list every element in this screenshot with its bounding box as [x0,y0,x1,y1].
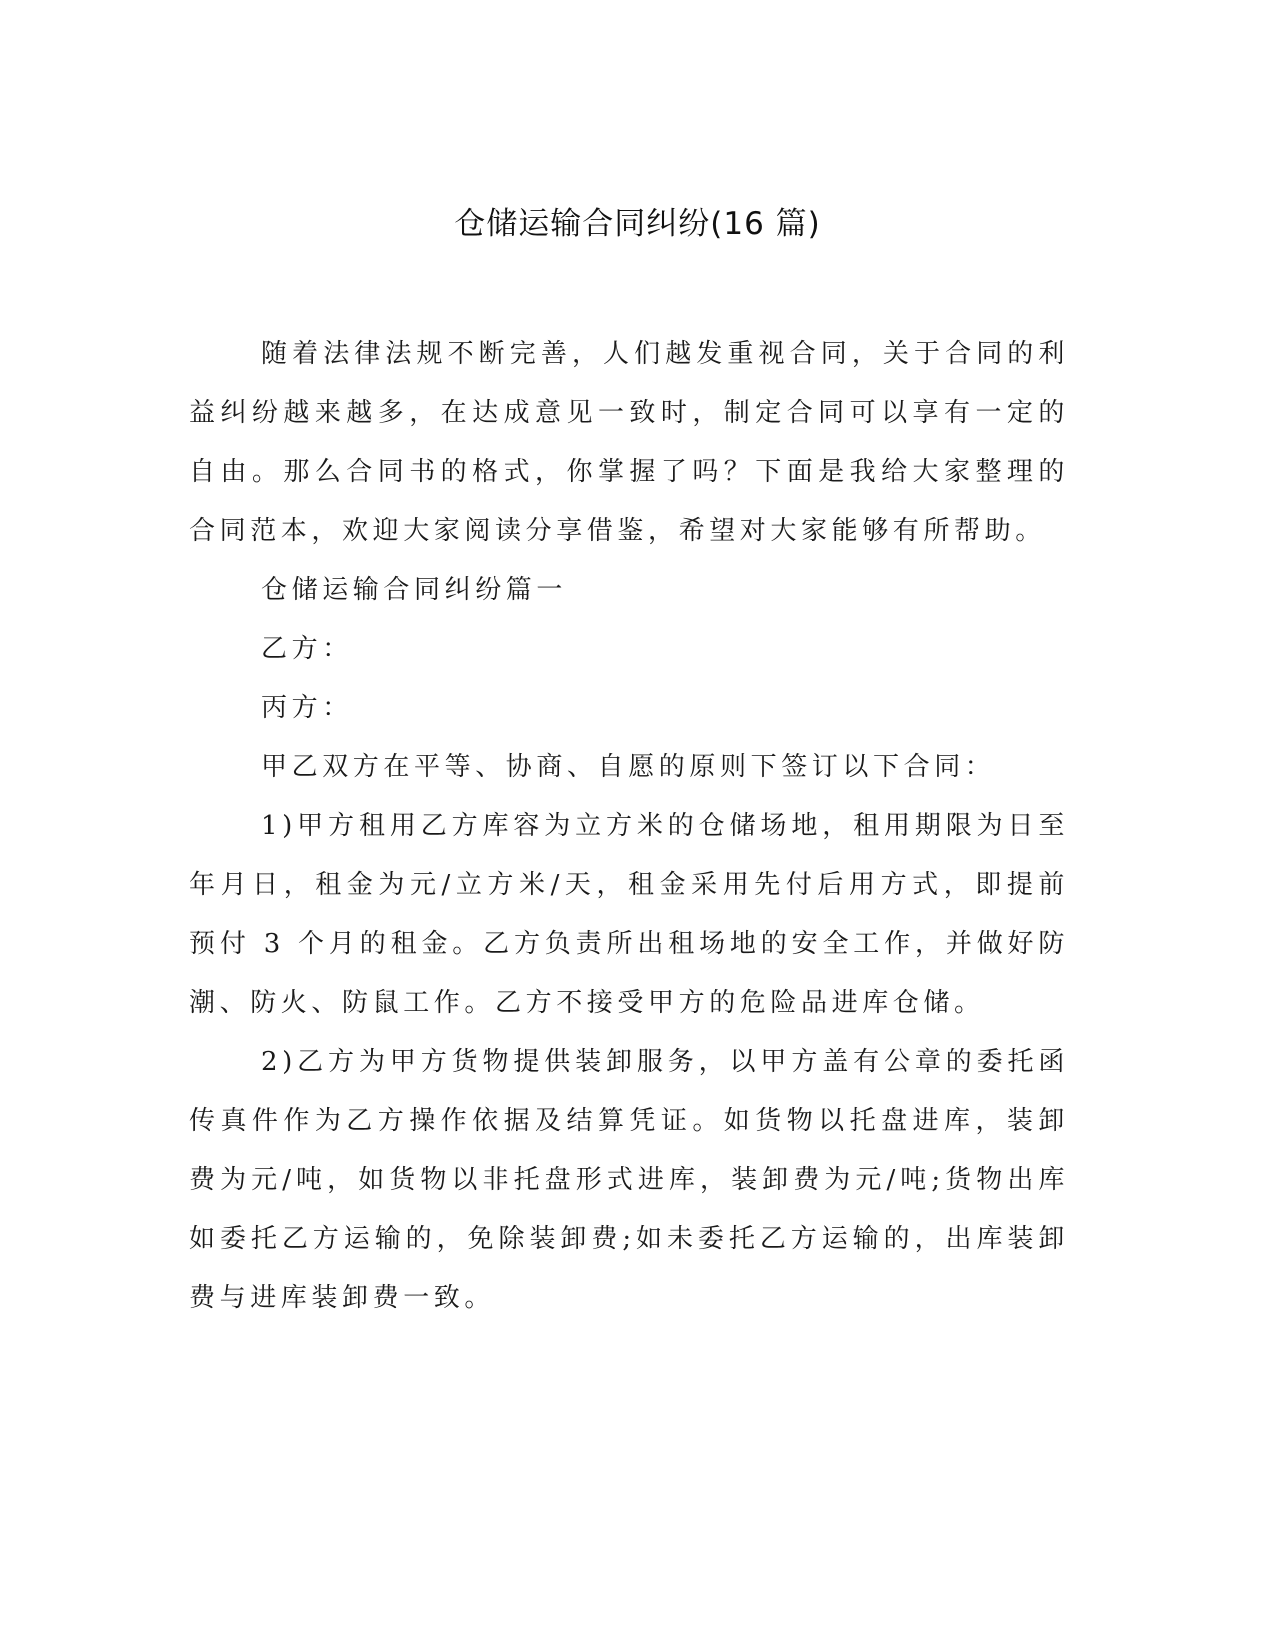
clause-2: 2)乙方为甲方货物提供装卸服务，以甲方盖有公章的委托函传真件作为乙方操作依据及结算凭证。如货物以托盘进库，装卸费为元/吨，如货物以非托盘形式进库，装卸费为元/吨;货物出库如委托乙方运输的，免除装卸费;如未委托乙方运输的，出库装卸费与进库装卸费一致。 [189,1047,1069,1313]
section-heading: 仓储运输合同纠纷篇一 [261,575,568,605]
party-c-line: 丙方： [261,693,353,723]
document-title: 仓储运输合同纠纷(16 篇) [454,206,821,242]
document-body [189,325,1069,1328]
agreement-preamble: 甲乙双方在平等、协商、自愿的原则下签订以下合同： [261,752,996,782]
party-b-line: 乙方： [261,634,353,664]
intro-paragraph: 随着法律法规不断完善，人们越发重视合同，关于合同的利益纠纷越来越多，在达成意见一致时，制定合同可以享有一定的自由。那么合同书的格式，你掌握了吗？下面是我给大家整理的合同范本，欢迎大家阅读分享借鉴，希望对大家能够有所帮助。 [189,339,1069,546]
clause-1: 1)甲方租用乙方库容为立方米的仓储场地，租用期限为日至年月日，租金为元/立方米/天，租金采用先付后用方式，即提前预付 3 个月的租金。乙方负责所出租场地的安全工作，并做好防潮、防火、防鼠工作。乙方不接受甲方的危险品进库仓储。 [189,811,1069,1018]
